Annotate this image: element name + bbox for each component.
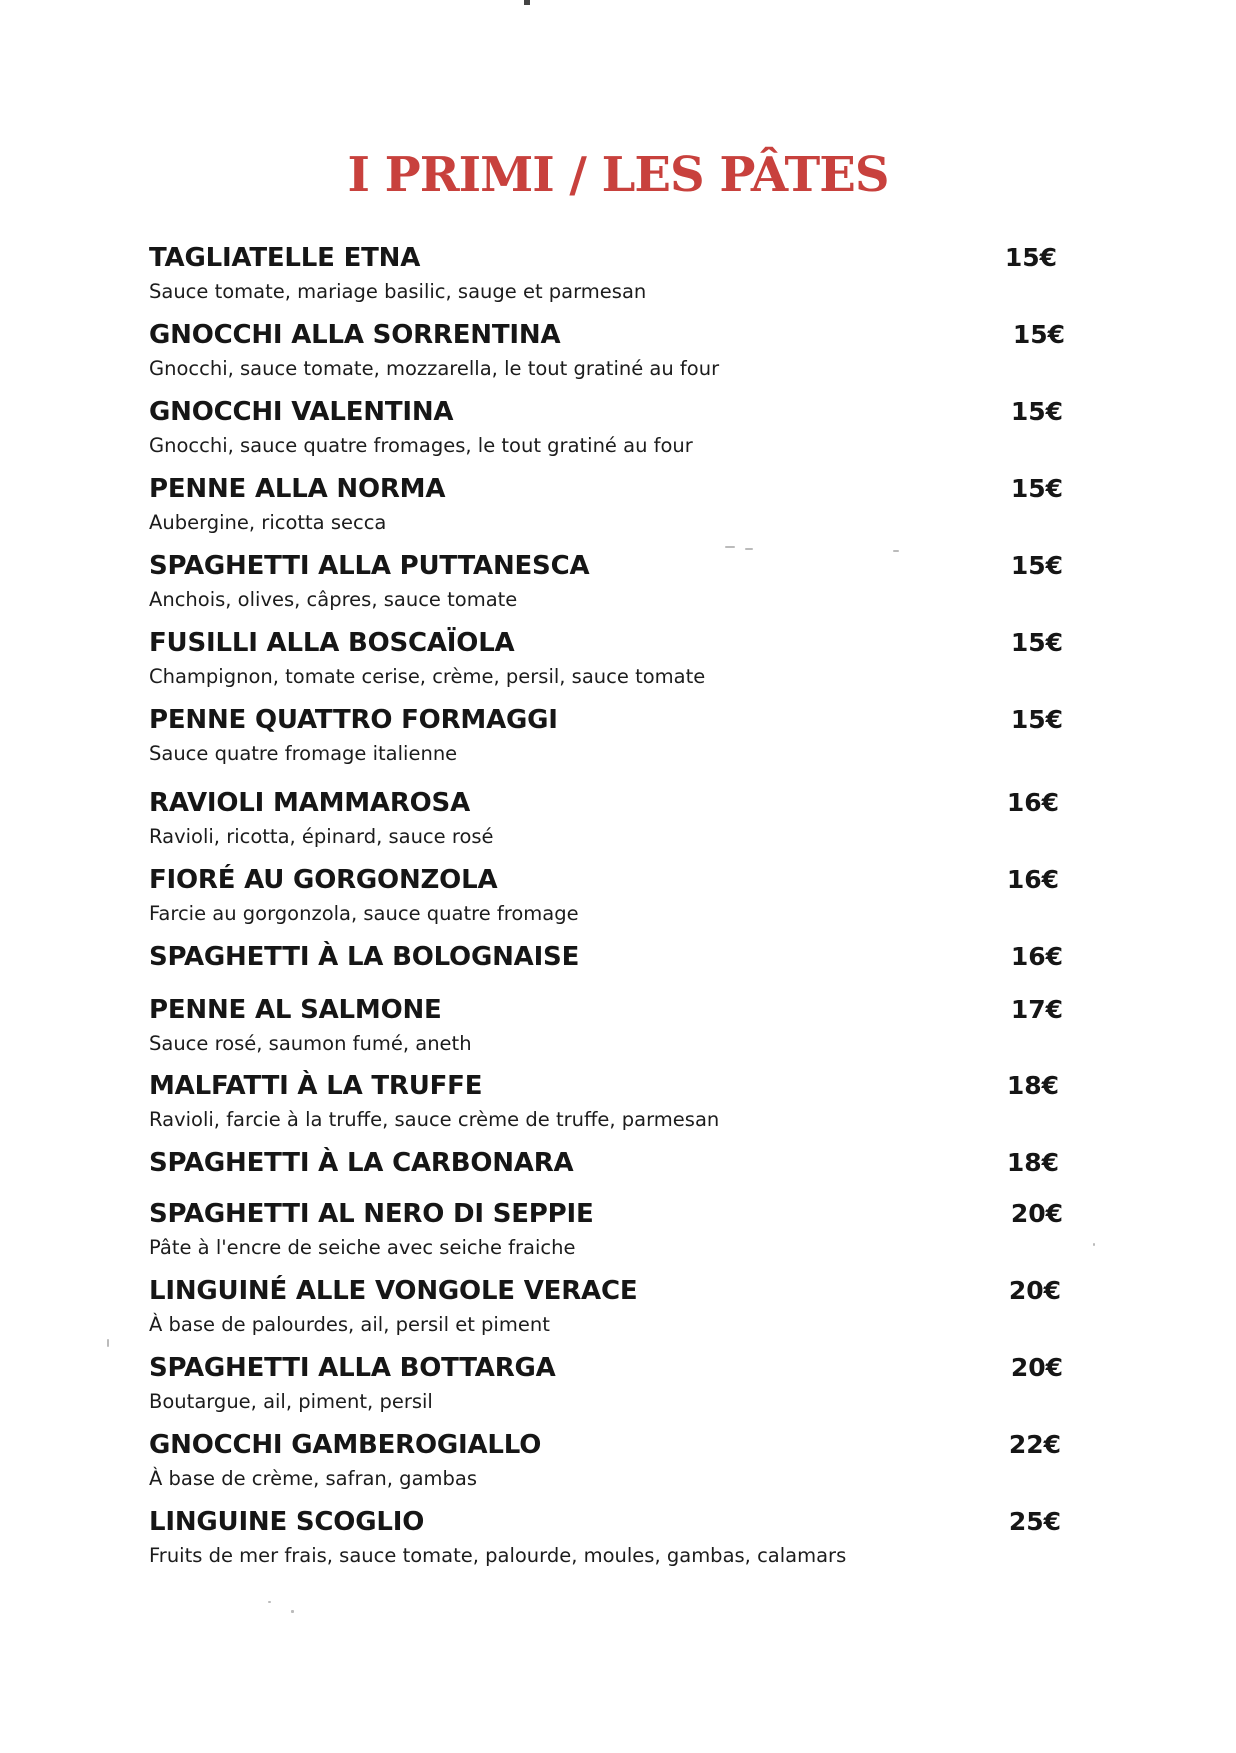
- dish-description: Gnocchi, sauce tomate, mozzarella, le tout gratiné au four: [149, 357, 720, 380]
- dish-name: MALFATTI À LA TRUFFE: [149, 1071, 483, 1101]
- dish-name: PENNE ALLA NORMA: [149, 474, 446, 504]
- dish-price: 18€: [1006, 1071, 1059, 1100]
- dish-price: 15€: [1004, 243, 1057, 272]
- dish-name: SPAGHETTI À LA BOLOGNAISE: [149, 942, 580, 972]
- dish-description: Sauce rosé, saumon fumé, aneth: [149, 1032, 472, 1055]
- dish-description: Sauce quatre fromage italienne: [149, 742, 458, 765]
- dish-description: Anchois, olives, câpres, sauce tomate: [149, 588, 518, 611]
- dish-description: Sauce tomate, mariage basilic, sauge et parmesan: [149, 280, 647, 303]
- dish-price: 16€: [1010, 942, 1063, 971]
- dish-price: 16€: [1006, 865, 1059, 894]
- dish-description: Fruits de mer frais, sauce tomate, palourde, moules, gambas, calamars: [149, 1544, 847, 1567]
- dish-name: SPAGHETTI ALLA PUTTANESCA: [149, 551, 590, 581]
- scan-speck: [291, 1610, 294, 1613]
- dish-description: Aubergine, ricotta secca: [149, 511, 387, 534]
- dish-description: Gnocchi, sauce quatre fromages, le tout gratiné au four: [149, 434, 693, 457]
- dish-name: LINGUINÉ ALLE VONGOLE VERACE: [149, 1276, 638, 1306]
- dish-name: GNOCCHI GAMBEROGIALLO: [149, 1430, 542, 1460]
- dish-description: À base de crème, safran, gambas: [149, 1467, 477, 1490]
- dish-price: 20€: [1010, 1199, 1063, 1228]
- dish-price: 20€: [1008, 1276, 1061, 1305]
- dish-description: Boutargue, ail, piment, persil: [149, 1390, 433, 1413]
- dish-price: 15€: [1010, 474, 1063, 503]
- dish-name: RAVIOLI MAMMAROSA: [149, 788, 471, 818]
- dish-price: 15€: [1010, 628, 1063, 657]
- dish-name: LINGUINE SCOGLIO: [149, 1507, 425, 1537]
- scan-speck: [1093, 1243, 1095, 1246]
- scan-speck: [745, 548, 753, 550]
- dish-price: 16€: [1006, 788, 1059, 817]
- dish-description: À base de palourdes, ail, persil et piment: [149, 1313, 550, 1336]
- dish-price: 20€: [1010, 1353, 1063, 1382]
- dish-description: Champignon, tomate cerise, crème, persil, sauce tomate: [149, 665, 706, 688]
- scan-speck: [268, 1601, 271, 1603]
- dish-name: FIORÉ AU GORGONZOLA: [149, 865, 498, 895]
- dish-name: SPAGHETTI À LA CARBONARA: [149, 1148, 574, 1178]
- dish-price: 17€: [1010, 995, 1063, 1024]
- scan-speck: [107, 1339, 109, 1347]
- scan-speck: [725, 546, 735, 548]
- dish-name: FUSILLI ALLA BOSCAÏOLA: [149, 628, 515, 658]
- dish-price: 15€: [1010, 705, 1063, 734]
- dish-name: GNOCCHI VALENTINA: [149, 397, 454, 427]
- dish-name: PENNE AL SALMONE: [149, 995, 442, 1025]
- dish-price: 18€: [1006, 1148, 1059, 1177]
- dish-price: 15€: [1010, 397, 1063, 426]
- dish-description: Ravioli, farcie à la truffe, sauce crème de truffe, parmesan: [149, 1108, 720, 1131]
- dish-price: 22€: [1008, 1430, 1061, 1459]
- dish-description: Ravioli, ricotta, épinard, sauce rosé: [149, 825, 494, 848]
- dish-name: PENNE QUATTRO FORMAGGI: [149, 705, 558, 735]
- dish-name: SPAGHETTI ALLA BOTTARGA: [149, 1353, 556, 1383]
- dish-name: SPAGHETTI AL NERO DI SEPPIE: [149, 1199, 594, 1229]
- dish-price: 15€: [1012, 320, 1065, 349]
- dish-description: Pâte à l'encre de seiche avec seiche fraiche: [149, 1236, 576, 1259]
- page-title: I PRIMI / LES PÂTES: [347, 147, 889, 203]
- dish-description: Farcie au gorgonzola, sauce quatre fromage: [149, 902, 579, 925]
- dish-name: GNOCCHI ALLA SORRENTINA: [149, 320, 561, 350]
- scan-speck: [893, 550, 899, 552]
- dish-price: 25€: [1008, 1507, 1061, 1536]
- dish-name: TAGLIATELLE ETNA: [149, 243, 421, 273]
- dish-price: 15€: [1010, 551, 1063, 580]
